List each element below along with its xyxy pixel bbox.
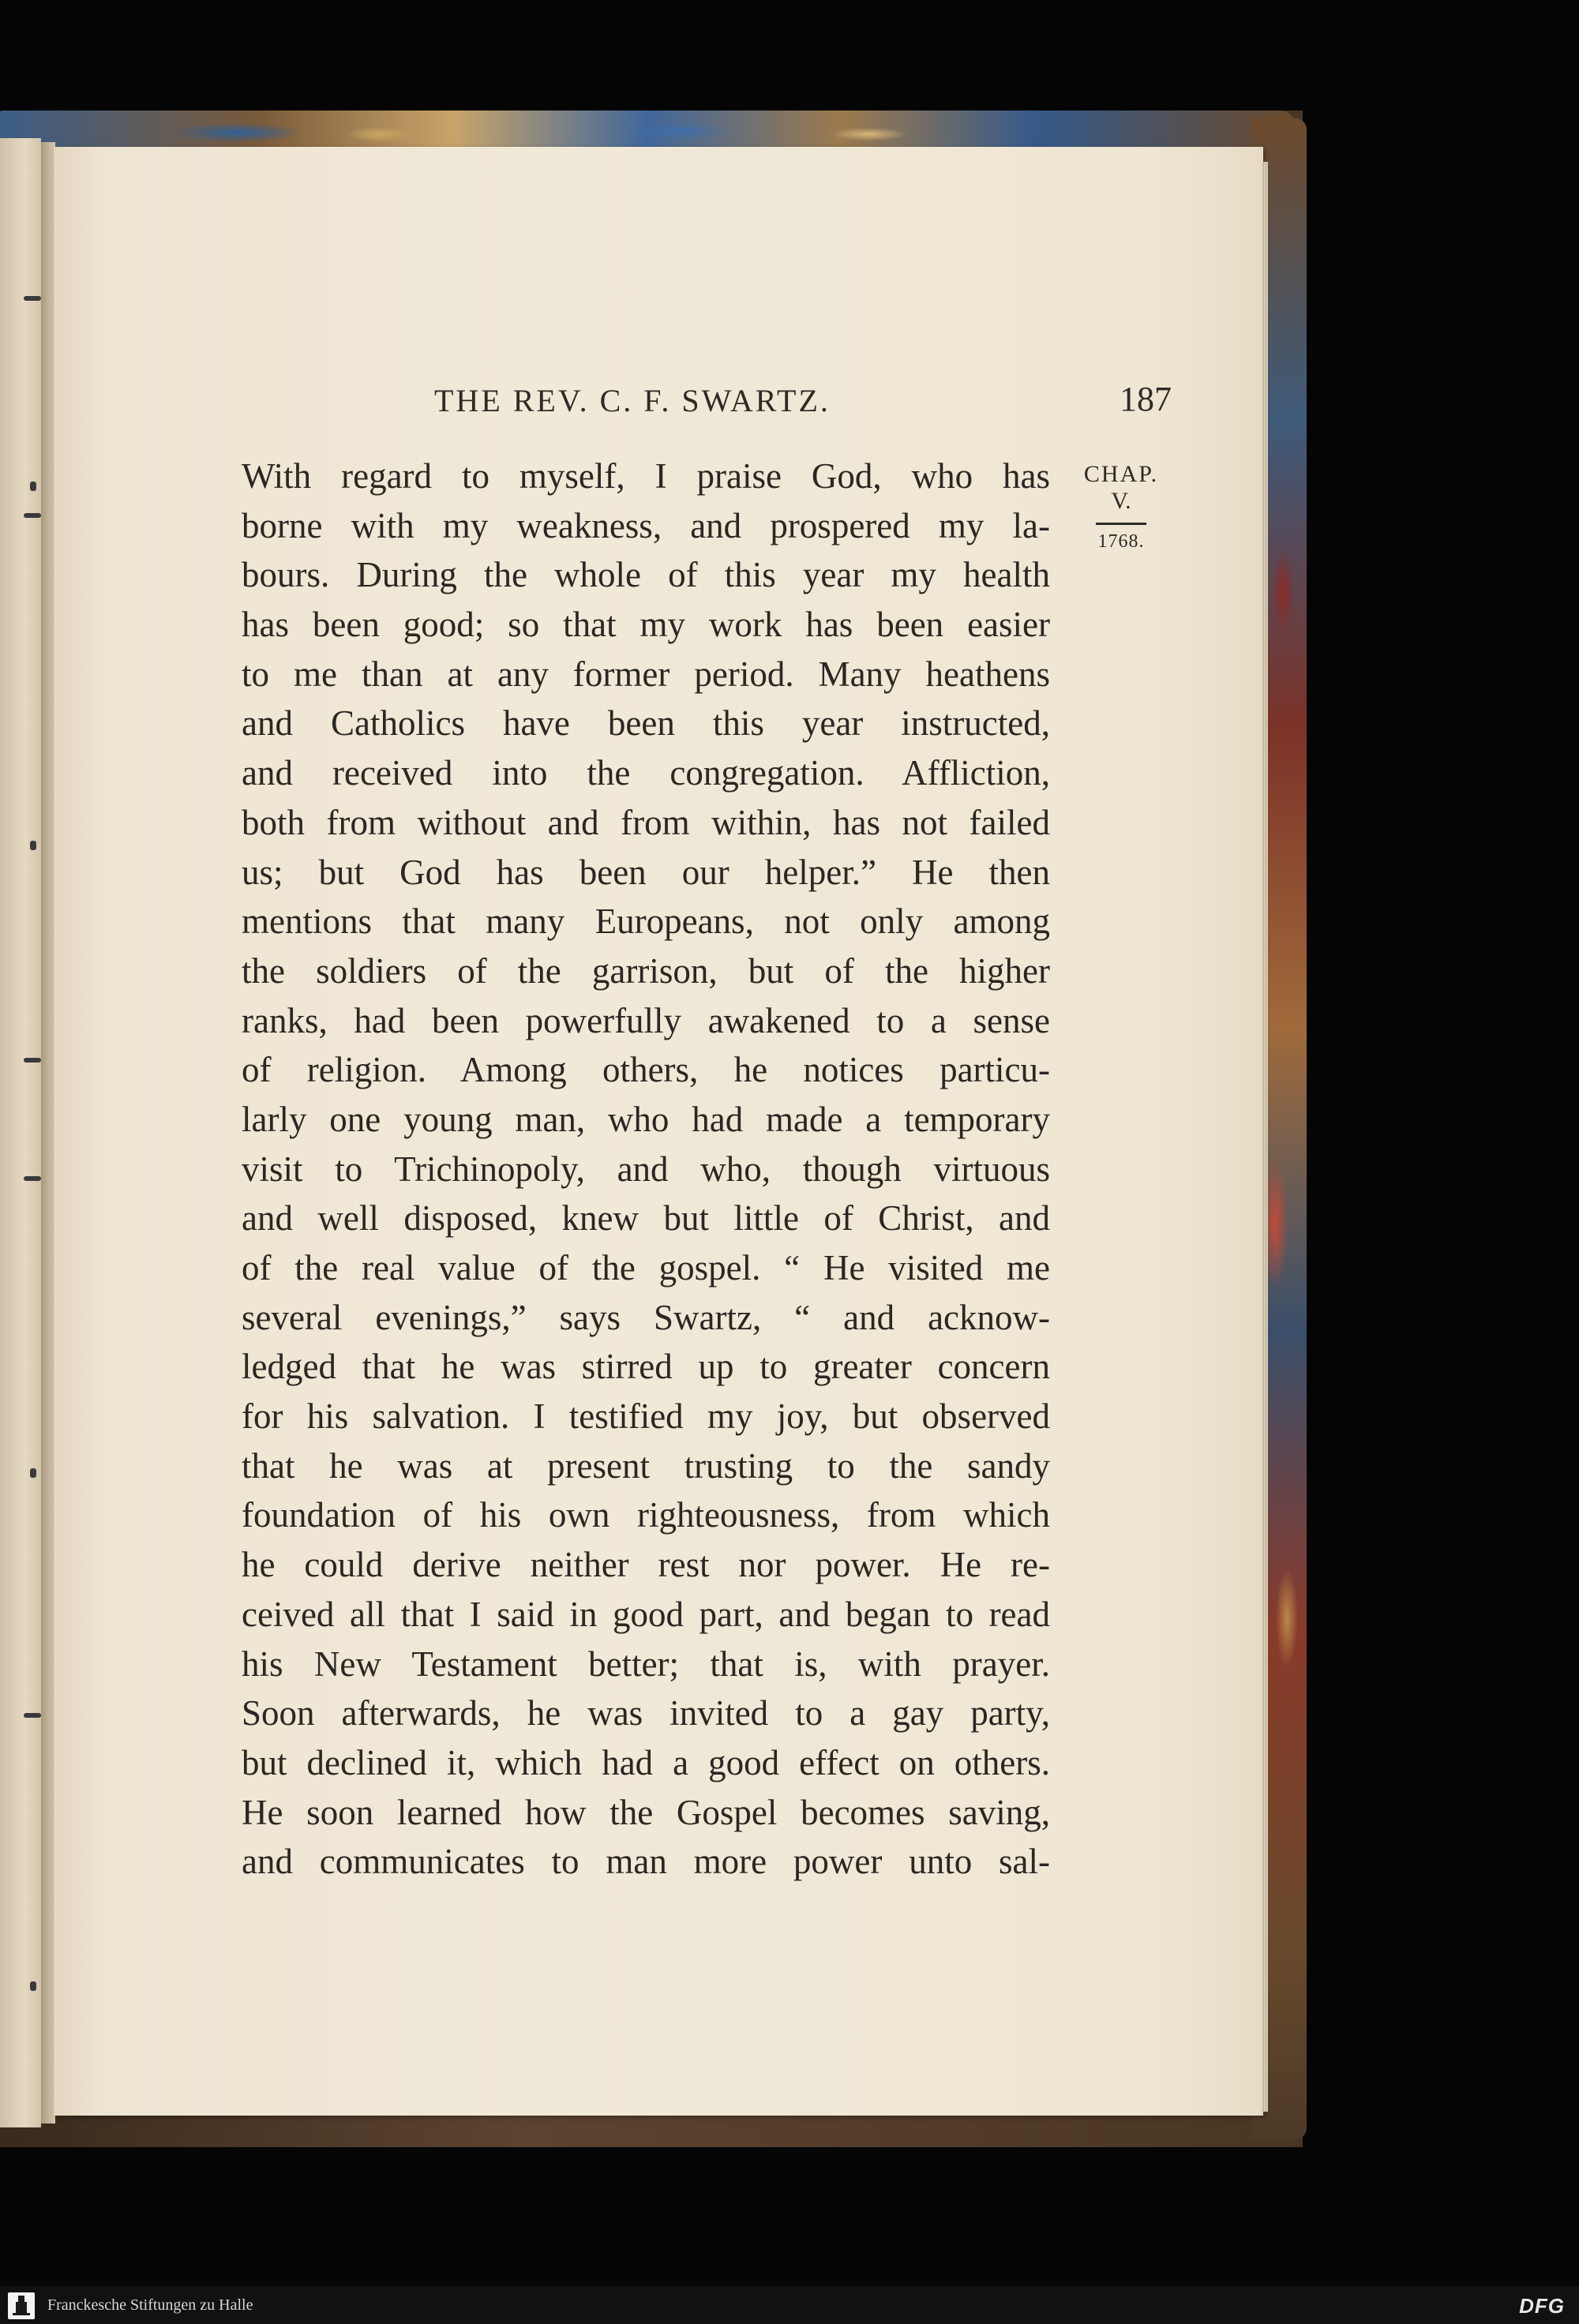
text-line: of the real value of the gospel. “ He visited me (242, 1248, 1050, 1288)
text-line: borne with my weakness, and prospered my la- (242, 505, 1050, 545)
binding-stitch (30, 482, 36, 491)
margin-note (1074, 461, 1168, 553)
text-line: several evenings,” says Swartz, “ and acknow- (242, 1297, 1050, 1337)
text-line: but declined it, which had a good effect on others. (242, 1742, 1050, 1782)
binding-stitch (24, 1058, 41, 1063)
text-line: has been good; so that my work has been easier (242, 605, 1050, 645)
binding-stitch (30, 1468, 36, 1478)
text-line: Soon afterwards, he was invited to a gay party, (242, 1693, 1050, 1734)
binding-stitch (30, 841, 36, 850)
text-line: and received into the congregation. Affliction, (242, 753, 1050, 793)
dfg-logo: DFG (1519, 2294, 1565, 2318)
text-line: larly one young man, who had made a temporary (242, 1099, 1050, 1139)
text-line: to me than at any former period. Many heathens (242, 654, 1050, 694)
text-line: and Catholics have been this year instructed, (242, 703, 1050, 744)
text-line: both from without and from within, has not failed (242, 802, 1050, 842)
page-block-edge (1262, 162, 1268, 2112)
binding-stitch (24, 1713, 41, 1718)
text-line: ledged that he was stirred up to greater concern (242, 1347, 1050, 1387)
text-line: for his salvation. I testified my joy, but observed (242, 1396, 1050, 1437)
text-line: and well disposed, knew but little of Christ, and (242, 1198, 1050, 1239)
text-line: he could derive neither rest nor power. He re- (242, 1545, 1050, 1585)
text-line: us; but God has been our helper.” He then (242, 852, 1050, 892)
text-line: He soon learned how the Gospel becomes saving, (242, 1792, 1050, 1832)
margin-chapter-number: V. (1111, 488, 1131, 514)
binding-stitch (24, 296, 41, 301)
institution-name: Franckesche Stiftungen zu Halle (47, 2296, 253, 2314)
text-line: of religion. Among others, he notices particu- (242, 1050, 1050, 1090)
text-line: his New Testament better; that is, with prayer. (242, 1644, 1050, 1684)
text-line: ranks, had been powerfully awakened to a sense (242, 1000, 1050, 1040)
left-page-sliver (0, 138, 41, 2127)
binding-stitch (24, 513, 41, 518)
text-line: that he was at present trusting to the sandy (242, 1445, 1050, 1486)
text-line: and communicates to man more power unto sal- (242, 1842, 1050, 1882)
running-head: THE REV. C. F. SWARTZ. (434, 383, 831, 418)
text-line: ceived all that I said in good part, and began to read (242, 1594, 1050, 1634)
text-line: visit to Trichinopoly, and who, though virtuous (242, 1149, 1050, 1189)
text-line: foundation of his own righteousness, from which (242, 1495, 1050, 1535)
footer-bar (0, 2286, 1579, 2324)
body-text (242, 452, 1050, 1887)
text-line: bours. During the whole of this year my health (242, 555, 1050, 595)
binding-stitch (24, 1176, 41, 1181)
margin-chapter-label: CHAP. (1083, 461, 1159, 487)
text-line: With regard to myself, I praise God, who has (242, 456, 1050, 496)
text-line: the soldiers of the garrison, but of the higher (242, 950, 1050, 991)
text-line: mentions that many Europeans, not only among (242, 901, 1050, 942)
institution-logo-icon (8, 2292, 35, 2319)
margin-rule (1096, 523, 1146, 525)
margin-year: 1768. (1097, 531, 1145, 552)
binding-stitch (30, 1981, 36, 1991)
page-number: 187 (1120, 380, 1172, 418)
